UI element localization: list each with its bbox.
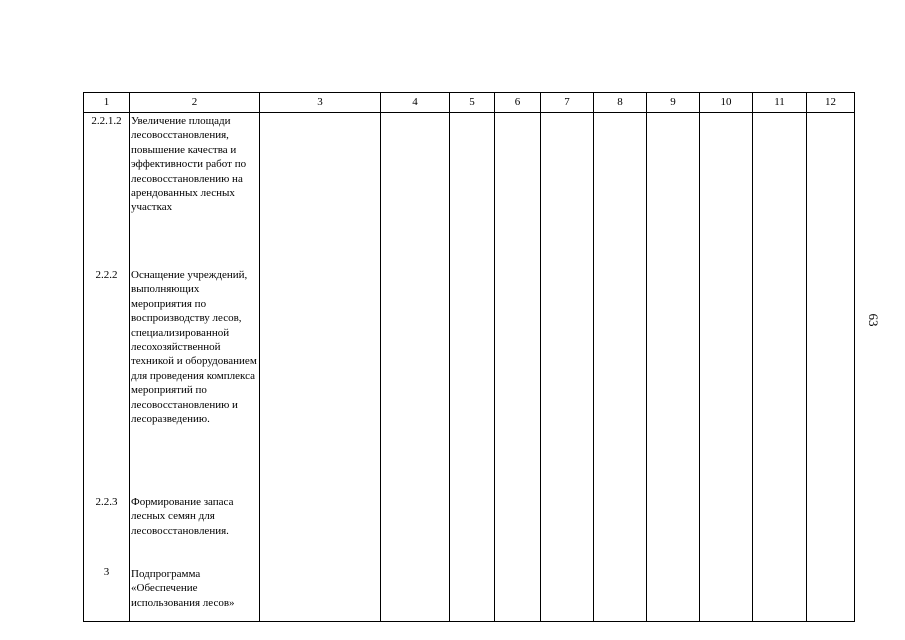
item-number: 3 — [103, 566, 110, 578]
item-name: Подпрограмма «Обеспечение использования лесов» — [131, 568, 235, 609]
table-cell — [753, 113, 807, 622]
item-name: Формирование запаса лесных семян для лесовосстановления. — [131, 496, 234, 537]
column-header: 1 — [84, 93, 130, 113]
column-header: 6 — [495, 93, 541, 113]
table-cell — [260, 113, 381, 622]
table-body-row — [84, 113, 855, 622]
column-header: 10 — [700, 93, 753, 113]
column-header: 8 — [594, 93, 647, 113]
column-header: 2 — [130, 93, 260, 113]
table-cell — [450, 113, 495, 622]
table-cell — [807, 113, 855, 622]
column-header: 4 — [381, 93, 450, 113]
column-header: 12 — [807, 93, 855, 113]
item-name: Оснащение учреждений, выполняющих мероприятия по воспроизводству лесов, специализированной лесохозяйственной техникой и оборудованием для проведения комплекса мероприятий по лесовосстановлению и лесоразведению. — [131, 269, 257, 426]
table-cell — [647, 113, 700, 622]
item-name-column — [130, 113, 260, 622]
table-cell — [495, 113, 541, 622]
data-table — [83, 92, 855, 622]
item-number: 2.2.1.2 — [91, 115, 122, 127]
column-header: 5 — [450, 93, 495, 113]
table-header-row — [84, 93, 855, 113]
item-name: Увеличение площади лесовосстановления, повышение качества и эффективности работ по лесовосстановлению на арендованных лесных участках — [131, 115, 247, 214]
table-cell — [541, 113, 594, 622]
column-header: 7 — [541, 93, 594, 113]
table-cell — [700, 113, 753, 622]
item-number-column — [84, 113, 130, 622]
table-cell — [594, 113, 647, 622]
table-cell — [381, 113, 450, 622]
column-header: 11 — [753, 93, 807, 113]
item-number: 2.2.2 — [95, 269, 118, 281]
item-number: 2.2.3 — [95, 496, 118, 508]
column-header: 3 — [260, 93, 381, 113]
page-number: 63 — [866, 313, 881, 327]
column-header: 9 — [647, 93, 700, 113]
